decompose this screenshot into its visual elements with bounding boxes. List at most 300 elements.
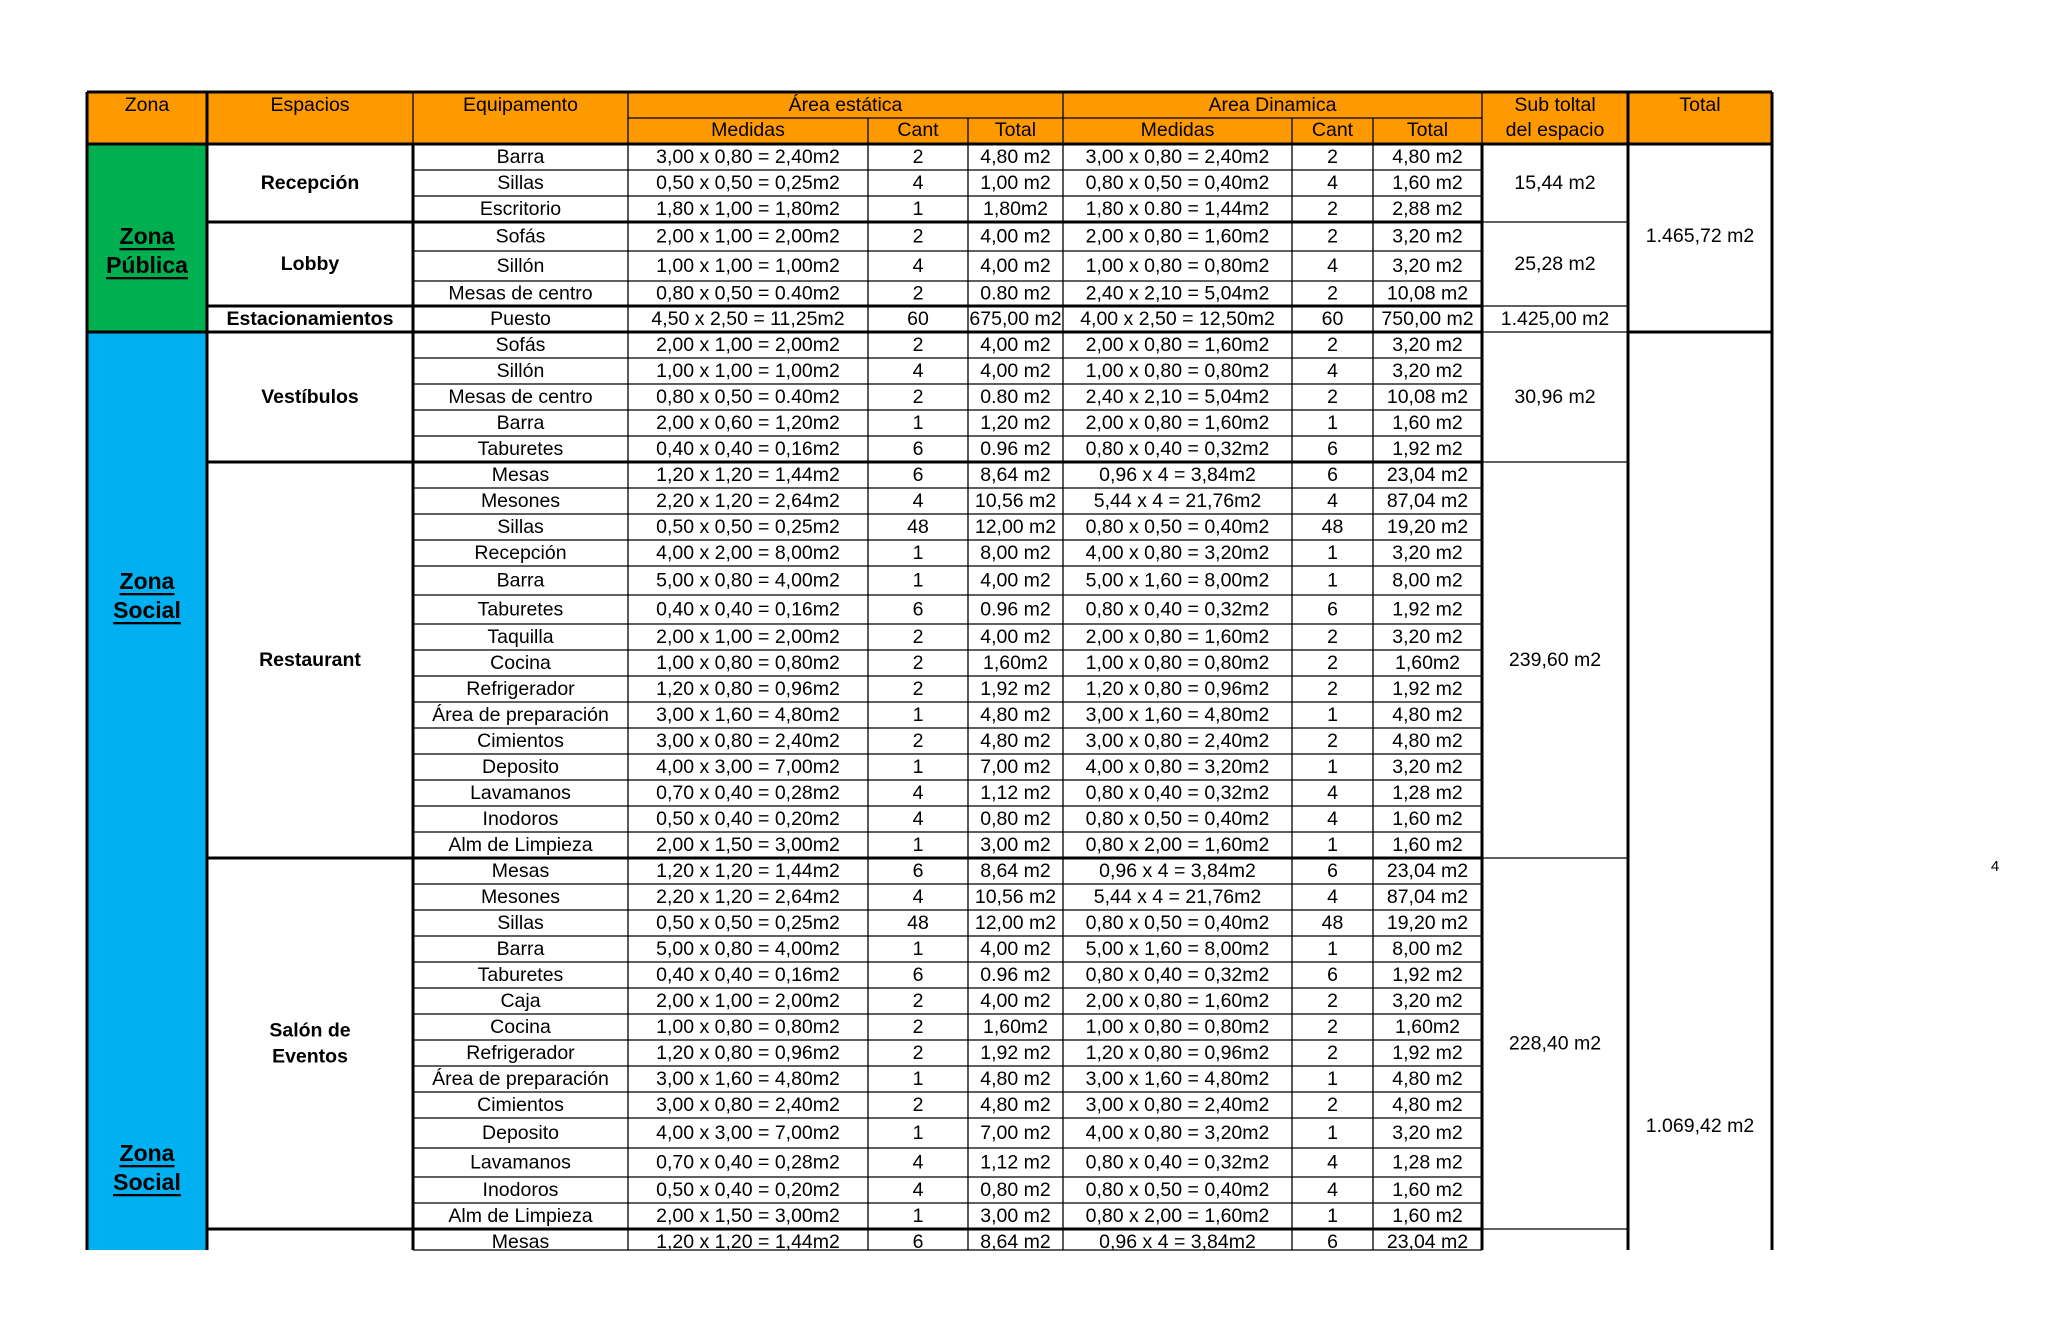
table-cell: Alm de Limpieza (448, 1205, 593, 1227)
table-cell: Área de preparación (432, 704, 609, 726)
table-cell: 4,80 m2 (1392, 146, 1463, 168)
table-cell: 8,64 m2 (980, 1231, 1051, 1253)
table-cell: 2 (1327, 1016, 1338, 1038)
zona-social-label-repeat: Zona (119, 1140, 175, 1166)
table-cell: 4 (1327, 360, 1338, 382)
table-cell: 1,60 m2 (1392, 412, 1463, 434)
table-cell: 1 (912, 542, 924, 564)
table-cell: 8,64 m2 (980, 860, 1051, 882)
table-cell: 5,00 x 1,60 = 8,00m2 (1085, 569, 1270, 592)
table-cell: Cocina (490, 652, 551, 674)
table-cell: 3,00 x 0,80 = 2,40m2 (1085, 146, 1270, 168)
zona-publica-label: Pública (106, 252, 188, 278)
table-cell: 2 (1327, 990, 1338, 1012)
header-subtotal-line2: del espacio (1505, 119, 1605, 141)
table-cell: 3,00 x 0,80 = 2,40m2 (656, 1094, 840, 1116)
table-cell: Área de preparación (432, 1068, 609, 1090)
table-cell: 3,20 m2 (1392, 756, 1463, 778)
table-cell: 6 (1327, 1231, 1338, 1253)
table-cell: Mesas (491, 464, 550, 486)
table-cell: 1 (1327, 412, 1338, 434)
header-area-dinamica: Area Dinamica (1208, 94, 1337, 116)
table-cell: 0,80 x 0,50 = 0.40m2 (656, 282, 840, 305)
header-cant-dinamica: Cant (1311, 119, 1354, 141)
header-area-estatica: Área estática (788, 94, 903, 116)
table-cell: Refrigerador (466, 678, 575, 700)
table-cell: 3,20 m2 (1392, 360, 1463, 382)
table-cell: 4 (912, 255, 924, 277)
table-cell: 2,20 x 1,20 = 2,64m2 (656, 490, 840, 512)
table-cell: 48 (1321, 912, 1344, 934)
table-cell: 750,00 m2 (1381, 308, 1474, 330)
table-cell: 5,00 x 1,60 = 8,00m2 (1085, 938, 1270, 960)
header-total: Total (1679, 94, 1721, 116)
table-cell: 4,00 m2 (980, 990, 1051, 1012)
table-cell: 2,40 x 2,10 = 5,04m2 (1085, 282, 1270, 305)
table-cell: 1,80m2 (982, 198, 1049, 220)
table-cell: 60 (907, 308, 929, 330)
space-name: Restaurant (259, 649, 361, 671)
table-cell: 12,00 m2 (974, 516, 1057, 538)
table-cell: 0,70 x 0,40 = 0,28m2 (656, 1151, 840, 1174)
table-cell: 2,00 x 0,80 = 1,60m2 (1085, 990, 1270, 1012)
table-cell: Refrigerador (466, 1042, 575, 1064)
table-cell: 0,70 x 0,40 = 0,28m2 (656, 782, 840, 804)
table-cell: Mesones (480, 490, 561, 512)
table-cell: 1 (1327, 756, 1338, 778)
table-cell: 4 (912, 1151, 924, 1174)
table-cell: Barra (496, 146, 545, 168)
table-cell: 675,00 m2 (969, 308, 1062, 330)
table-cell: 0.96 m2 (980, 964, 1051, 986)
table-cell: 4 (912, 782, 924, 804)
table-cell: 3,00 x 0,80 = 2,40m2 (1085, 1094, 1270, 1116)
table-cell: Lavamanos (470, 782, 571, 804)
table-cell: 0,80 x 0,40 = 0,32m2 (1085, 964, 1270, 986)
table-cell: 4,80 m2 (1392, 1094, 1463, 1116)
header-cant-estatica: Cant (897, 119, 939, 141)
table-cell: 2 (1327, 652, 1338, 674)
table-cell: 2,20 x 1,20 = 2,64m2 (656, 886, 840, 908)
table-cell: 7,00 m2 (980, 756, 1051, 778)
table-cell: Sofás (495, 225, 546, 248)
table-cell: 1,60m2 (982, 1016, 1049, 1038)
table-cell: 4,00 x 0,80 = 3,20m2 (1085, 1122, 1270, 1144)
table-cell: 1,12 m2 (980, 1151, 1051, 1174)
table-cell: 2 (1327, 626, 1338, 648)
table-cell: Sillas (497, 172, 544, 194)
table-cell: 2 (912, 334, 924, 356)
space-subtotal: 15,44 m2 (1514, 172, 1596, 194)
table-cell: 1,20 x 0,80 = 0,96m2 (1085, 678, 1270, 700)
table-cell: Recepción (474, 542, 567, 564)
table-cell: 0,80 x 0,40 = 0,32m2 (1085, 782, 1270, 804)
table-cell: 3,20 m2 (1392, 255, 1463, 277)
table-cell: 4 (912, 172, 924, 194)
table-cell: 1,20 x 1,20 = 1,44m2 (656, 464, 840, 486)
header-espacios: Espacios (270, 94, 350, 116)
table-cell: 4 (1327, 808, 1338, 830)
table-cell: 4,00 m2 (980, 360, 1051, 382)
table-cell: 3,00 x 1,60 = 4,80m2 (656, 704, 840, 726)
table-cell: Barra (496, 412, 545, 434)
table-cell: 1,92 m2 (1392, 438, 1463, 460)
table-cell: 4 (1327, 255, 1338, 277)
table-cell: Taquilla (487, 626, 554, 648)
table-cell: 2 (1327, 730, 1338, 752)
table-cell: 4 (1327, 886, 1338, 908)
table-cell: 1 (912, 198, 924, 220)
table-cell: 4,00 m2 (980, 225, 1051, 248)
table-cell: Cocina (490, 1016, 551, 1038)
table-cell: 6 (912, 964, 924, 986)
table-cell: 4 (912, 490, 924, 512)
table-cell: 1 (1327, 1068, 1338, 1090)
table-cell: Mesas (491, 1231, 550, 1253)
table-cell: 23,04 m2 (1386, 464, 1469, 486)
table-cell: 5,44 x 4 = 21,76m2 (1093, 490, 1262, 512)
table-cell: 1 (912, 834, 924, 856)
header-medidas-estatica: Medidas (711, 119, 785, 141)
table-cell: 4,00 m2 (980, 334, 1051, 356)
table-cell: 10,56 m2 (974, 886, 1057, 908)
table-cell: Taburetes (477, 438, 564, 460)
space-name: Salón de (269, 1019, 351, 1042)
table-cell: Deposito (482, 1122, 559, 1144)
table-cell: 4,80 m2 (1392, 704, 1463, 726)
table-cell: 2,00 x 0,60 = 1,20m2 (656, 412, 840, 434)
table-cell: 1,80 x 1,00 = 1,80m2 (656, 198, 840, 220)
table-cell: 0,50 x 0,50 = 0,25m2 (656, 912, 840, 934)
table-cell: 1,28 m2 (1392, 782, 1463, 804)
table-cell: Sillón (496, 360, 545, 382)
table-cell: 1 (912, 1205, 924, 1227)
table-cell: 3,00 m2 (980, 834, 1051, 856)
table-cell: 2 (1327, 198, 1338, 220)
table-cell: 3,00 x 1,60 = 4,80m2 (1085, 704, 1270, 726)
table-cell: 2,00 x 1,50 = 3,00m2 (656, 1205, 840, 1227)
table-cell: 2,00 x 0,80 = 1,60m2 (1085, 412, 1270, 434)
table-cell: 1 (912, 1068, 924, 1090)
table-cell: 2,00 x 1,50 = 3,00m2 (656, 834, 840, 856)
table-cell: 1,20 m2 (980, 412, 1051, 434)
table-cell: 0,80 x 0,50 = 0,40m2 (1085, 172, 1270, 194)
table-cell: 5,00 x 0,80 = 4,00m2 (656, 938, 840, 960)
table-cell: 1 (1327, 542, 1338, 564)
zona-social-fill (87, 332, 207, 1250)
table-cell: 2 (912, 652, 924, 674)
space-name: Vestíbulos (261, 386, 359, 408)
table-cell: Cimientos (477, 1094, 564, 1116)
table-cell: 1,92 m2 (1392, 598, 1463, 621)
table-cell: 1,60 m2 (1392, 172, 1463, 194)
table-cell: 48 (1321, 516, 1344, 538)
table-cell: 1,00 x 1,00 = 1,00m2 (656, 255, 840, 277)
table-cell: 1 (1327, 834, 1338, 856)
table-cell: 3,20 m2 (1392, 990, 1463, 1012)
table-cell: 4,00 m2 (980, 938, 1051, 960)
table-cell: 0,80 x 0,50 = 0,40m2 (1085, 912, 1270, 934)
table-cell: 0.96 m2 (980, 598, 1051, 621)
table-cell: Caja (500, 990, 541, 1012)
table-cell: 6 (1327, 964, 1338, 986)
table-cell: 1,92 m2 (1392, 678, 1463, 700)
table-cell: 0,50 x 0,50 = 0,25m2 (656, 516, 840, 538)
table-cell: 2,00 x 0,80 = 1,60m2 (1085, 626, 1270, 648)
table-cell: 10,56 m2 (974, 490, 1057, 512)
table-cell: 0,96 x 4 = 3,84m2 (1099, 860, 1256, 882)
table-cell: 0,50 x 0,50 = 0,25m2 (656, 172, 840, 194)
table-cell: 0,80 x 0,40 = 0,32m2 (1085, 438, 1270, 460)
table-cell: 4,80 m2 (1392, 730, 1463, 752)
space-subtotal: 30,96 m2 (1514, 386, 1596, 408)
table-cell: 1,00 m2 (980, 172, 1051, 194)
table-cell: 3,00 x 1,60 = 4,80m2 (656, 1068, 840, 1090)
table-cell: Barra (496, 938, 545, 960)
space-name: Eventos (272, 1045, 348, 1068)
table-cell: 3,20 m2 (1392, 225, 1463, 248)
table-cell: 1,60 m2 (1392, 1205, 1463, 1227)
table-cell: 1,60m2 (982, 652, 1049, 674)
table-cell: 4,80 m2 (980, 1068, 1051, 1090)
table-cell: 2,00 x 1,00 = 2,00m2 (656, 334, 840, 356)
table-cell: 4,00 x 2,50 = 12,50m2 (1080, 308, 1275, 330)
table-cell: 0,80 x 0,50 = 0,40m2 (1085, 1179, 1270, 1201)
zona-social-total: 1.069,42 m2 (1645, 1115, 1755, 1137)
table-cell: 2 (912, 386, 924, 408)
table-cell: 87,04 m2 (1386, 886, 1469, 908)
table-cell: 2 (912, 225, 924, 248)
table-cell: 6 (912, 860, 924, 882)
table-cell: 1,00 x 0,80 = 0,80m2 (1085, 652, 1270, 674)
header-total-estatica: Total (994, 119, 1037, 141)
table-cell: 2,00 x 1,00 = 2,00m2 (656, 225, 840, 248)
table-cell: 1,00 x 0,80 = 0,80m2 (656, 1016, 840, 1038)
table-cell: 4,50 x 2,50 = 11,25m2 (651, 308, 845, 330)
header-zona: Zona (124, 94, 170, 116)
table-cell: 10,08 m2 (1386, 386, 1469, 408)
table-cell: 5,00 x 0,80 = 4,00m2 (656, 569, 840, 592)
table-cell: 2,88 m2 (1392, 198, 1463, 220)
table-cell: 19,20 m2 (1386, 912, 1469, 934)
table-cell: 10,08 m2 (1386, 282, 1469, 305)
space-subtotal: 228,40 m2 (1508, 1032, 1602, 1055)
table-cell: 6 (912, 1231, 924, 1253)
table-cell: 1,00 x 0,80 = 0,80m2 (1085, 360, 1270, 382)
page-number: 4 (1990, 858, 2000, 875)
table-cell: 6 (1327, 438, 1338, 460)
table-cell: 4 (1327, 1151, 1338, 1174)
table-cell: Puesto (490, 308, 551, 330)
table-cell: Taburetes (477, 598, 564, 621)
table-cell: Sillas (497, 912, 544, 934)
table-cell: Alm de Limpieza (448, 834, 593, 856)
table-cell: 2,40 x 2,10 = 5,04m2 (1085, 386, 1270, 408)
table-cell: 1 (912, 569, 924, 592)
table-cell: 19,20 m2 (1386, 516, 1469, 538)
table-cell: Inodoros (482, 808, 559, 830)
table-cell: Barra (496, 569, 545, 592)
table-cell: 1 (1327, 1205, 1338, 1227)
table-cell: 4,00 x 0,80 = 3,20m2 (1085, 756, 1270, 778)
table-cell: 4 (1327, 782, 1338, 804)
table-cell: Sillas (497, 516, 544, 538)
table-cell: 1,92 m2 (1392, 1042, 1463, 1064)
table-cell: Mesas (491, 860, 550, 882)
table-cell: 3,00 m2 (980, 1205, 1051, 1227)
table-cell: 1,12 m2 (980, 782, 1051, 804)
table-cell: 1 (912, 938, 924, 960)
table-cell: 1,20 x 1,20 = 1,44m2 (656, 860, 840, 882)
table-cell: 2 (1327, 146, 1338, 168)
table-cell: 0,80 x 0,50 = 0.40m2 (656, 386, 840, 408)
table-cell: Sillón (496, 255, 545, 277)
table-cell: 0,80 x 0,50 = 0,40m2 (1085, 516, 1270, 538)
table-cell: 1,20 x 0,80 = 0,96m2 (656, 678, 840, 700)
table-text (106, 93, 1754, 1253)
table-cell: 4,00 m2 (980, 255, 1051, 277)
table-cell: 1,60 m2 (1392, 834, 1463, 856)
table-cell: 2 (912, 990, 924, 1012)
table-cell: 4,00 x 3,00 = 7,00m2 (656, 756, 840, 778)
table-cell: 12,00 m2 (974, 912, 1057, 934)
table-cell: 1 (912, 412, 924, 434)
header-subtotal-line1: Sub toltal (1514, 94, 1596, 116)
table-cell: 4,80 m2 (980, 730, 1051, 752)
table-cell: 1,92 m2 (1392, 964, 1463, 986)
table-cell: 0,50 x 0,40 = 0,20m2 (656, 808, 840, 830)
table-cell: 1,60 m2 (1392, 1179, 1463, 1201)
table-cell: 3,20 m2 (1392, 334, 1463, 356)
header-equipamento: Equipamento (463, 94, 578, 116)
zona-publica-total: 1.465,72 m2 (1645, 225, 1755, 247)
table-cell: 0.80 m2 (980, 282, 1051, 305)
table-cell: 0,80 x 2,00 = 1,60m2 (1085, 1205, 1270, 1227)
table-cell: 1,20 x 1,20 = 1,44m2 (656, 1231, 840, 1253)
table-cell: 0,40 x 0,40 = 0,16m2 (656, 964, 840, 986)
table-cell: Mesones (480, 886, 561, 908)
table-cell: 4,80 m2 (980, 704, 1051, 726)
table-cell: 1,00 x 1,00 = 1,00m2 (656, 360, 840, 382)
table-cell: 3,20 m2 (1392, 1122, 1463, 1144)
space-subtotal: 25,28 m2 (1514, 253, 1596, 275)
table-cell: 4 (912, 360, 924, 382)
table-cell: 23,04 m2 (1386, 860, 1469, 882)
table-cell: 3,00 x 0,80 = 2,40m2 (656, 146, 840, 168)
table-cell: 1,92 m2 (980, 678, 1051, 700)
table-cell: 48 (907, 516, 929, 538)
table-cell: 6 (1327, 598, 1338, 621)
table-cell: Lavamanos (470, 1151, 571, 1174)
table-cell: 8,00 m2 (980, 542, 1051, 564)
table-cell: 0,80 x 0,40 = 0,32m2 (1085, 1151, 1270, 1174)
table-cell: 0,80 m2 (980, 1179, 1051, 1201)
table-cell: 1,60 m2 (1392, 808, 1463, 830)
table-cell: 0,80 x 0,40 = 0,32m2 (1085, 598, 1270, 621)
table-cell: 4,00 m2 (980, 569, 1051, 592)
space-name: Estacionamientos (226, 308, 394, 330)
table-cell: Mesas de centro (448, 282, 593, 305)
table-cell: 2 (912, 678, 924, 700)
table-cell: 1 (912, 1122, 924, 1144)
table-cell: 2 (1327, 225, 1338, 248)
table-cell: 1,20 x 0,80 = 0,96m2 (1085, 1042, 1270, 1064)
zona-social-label: Zona (119, 568, 175, 594)
table-cell: 1 (912, 704, 924, 726)
table-cell: 4,00 x 0,80 = 3,20m2 (1085, 542, 1270, 564)
table-cell: 4 (912, 886, 924, 908)
table-cell: 60 (1321, 308, 1344, 330)
table-cell: 8,64 m2 (980, 464, 1051, 486)
table-cell: 4,80 m2 (1392, 1068, 1463, 1090)
table-cell: 4,00 m2 (980, 626, 1051, 648)
table-cell: 1,00 x 0,80 = 0,80m2 (1085, 255, 1270, 277)
table-cell: 4 (912, 808, 924, 830)
table-cell: 2 (912, 282, 924, 305)
table-cell: 2,00 x 1,00 = 2,00m2 (656, 626, 840, 648)
table-cell: 1 (1327, 1122, 1338, 1144)
table-cell: 2 (912, 1016, 924, 1038)
space-subtotal: 239,60 m2 (1508, 649, 1602, 671)
table-cell: 2 (912, 1094, 924, 1116)
table-cell: 2 (912, 146, 924, 168)
table-cell: 23,04 m2 (1386, 1231, 1469, 1253)
table-cell: Escritorio (479, 198, 562, 220)
zona-publica-label: Zona (119, 223, 175, 249)
table-cell: Taburetes (477, 964, 564, 986)
table-cell: 6 (1327, 860, 1338, 882)
table-cell: 3,00 x 0,80 = 2,40m2 (656, 730, 840, 752)
table-cell: 4,80 m2 (980, 1094, 1051, 1116)
table-cell: 3,00 x 0,80 = 2,40m2 (1085, 730, 1270, 752)
table-cell: 0,50 x 0,40 = 0,20m2 (656, 1179, 840, 1201)
table-cell: 0,96 x 4 = 3,84m2 (1099, 464, 1256, 486)
table-cell: 1 (912, 756, 924, 778)
table-cell: 0,80 x 2,00 = 1,60m2 (1085, 834, 1270, 856)
table-cell: 2 (1327, 282, 1338, 305)
table-cell: 1,60m2 (1394, 652, 1461, 674)
table-cell: 3,20 m2 (1392, 626, 1463, 648)
zona-social-label-repeat: Social (113, 1169, 181, 1195)
table-cell: Mesas de centro (448, 386, 593, 408)
table-cell: 1,20 x 0,80 = 0,96m2 (656, 1042, 840, 1064)
table-cell: 1,80 x 0.80 = 1,44m2 (1085, 198, 1270, 220)
table-cell: 2 (1327, 678, 1338, 700)
header-total-dinamica: Total (1406, 119, 1449, 141)
table-cell: 1,28 m2 (1392, 1151, 1463, 1174)
table-cell: 0.96 m2 (980, 438, 1051, 460)
table-cell: Deposito (482, 756, 559, 778)
table-cell: 7,00 m2 (980, 1122, 1051, 1144)
table-cell: 48 (907, 912, 929, 934)
space-name: Lobby (280, 253, 340, 275)
table-cell: 4 (1327, 172, 1338, 194)
table-cell: 2,00 x 0,80 = 1,60m2 (1085, 225, 1270, 248)
table-cell: 8,00 m2 (1392, 938, 1463, 960)
table-cell: 3,00 x 1,60 = 4,80m2 (1085, 1068, 1270, 1090)
table-cell: 1,92 m2 (980, 1042, 1051, 1064)
table-cell: 2 (1327, 334, 1338, 356)
table-cell: 4,00 x 2,00 = 8,00m2 (656, 542, 840, 564)
table-cell: 0,80 x 0,50 = 0,40m2 (1085, 808, 1270, 830)
table-cell: 87,04 m2 (1386, 490, 1469, 512)
table-cell: 1 (1327, 704, 1338, 726)
table-cell: 5,44 x 4 = 21,76m2 (1093, 886, 1262, 908)
table-cell: 0,40 x 0,40 = 0,16m2 (656, 438, 840, 460)
table-cell: 2 (912, 626, 924, 648)
table-cell: 6 (912, 464, 924, 486)
table-cell: 2,00 x 1,00 = 2,00m2 (656, 990, 840, 1012)
